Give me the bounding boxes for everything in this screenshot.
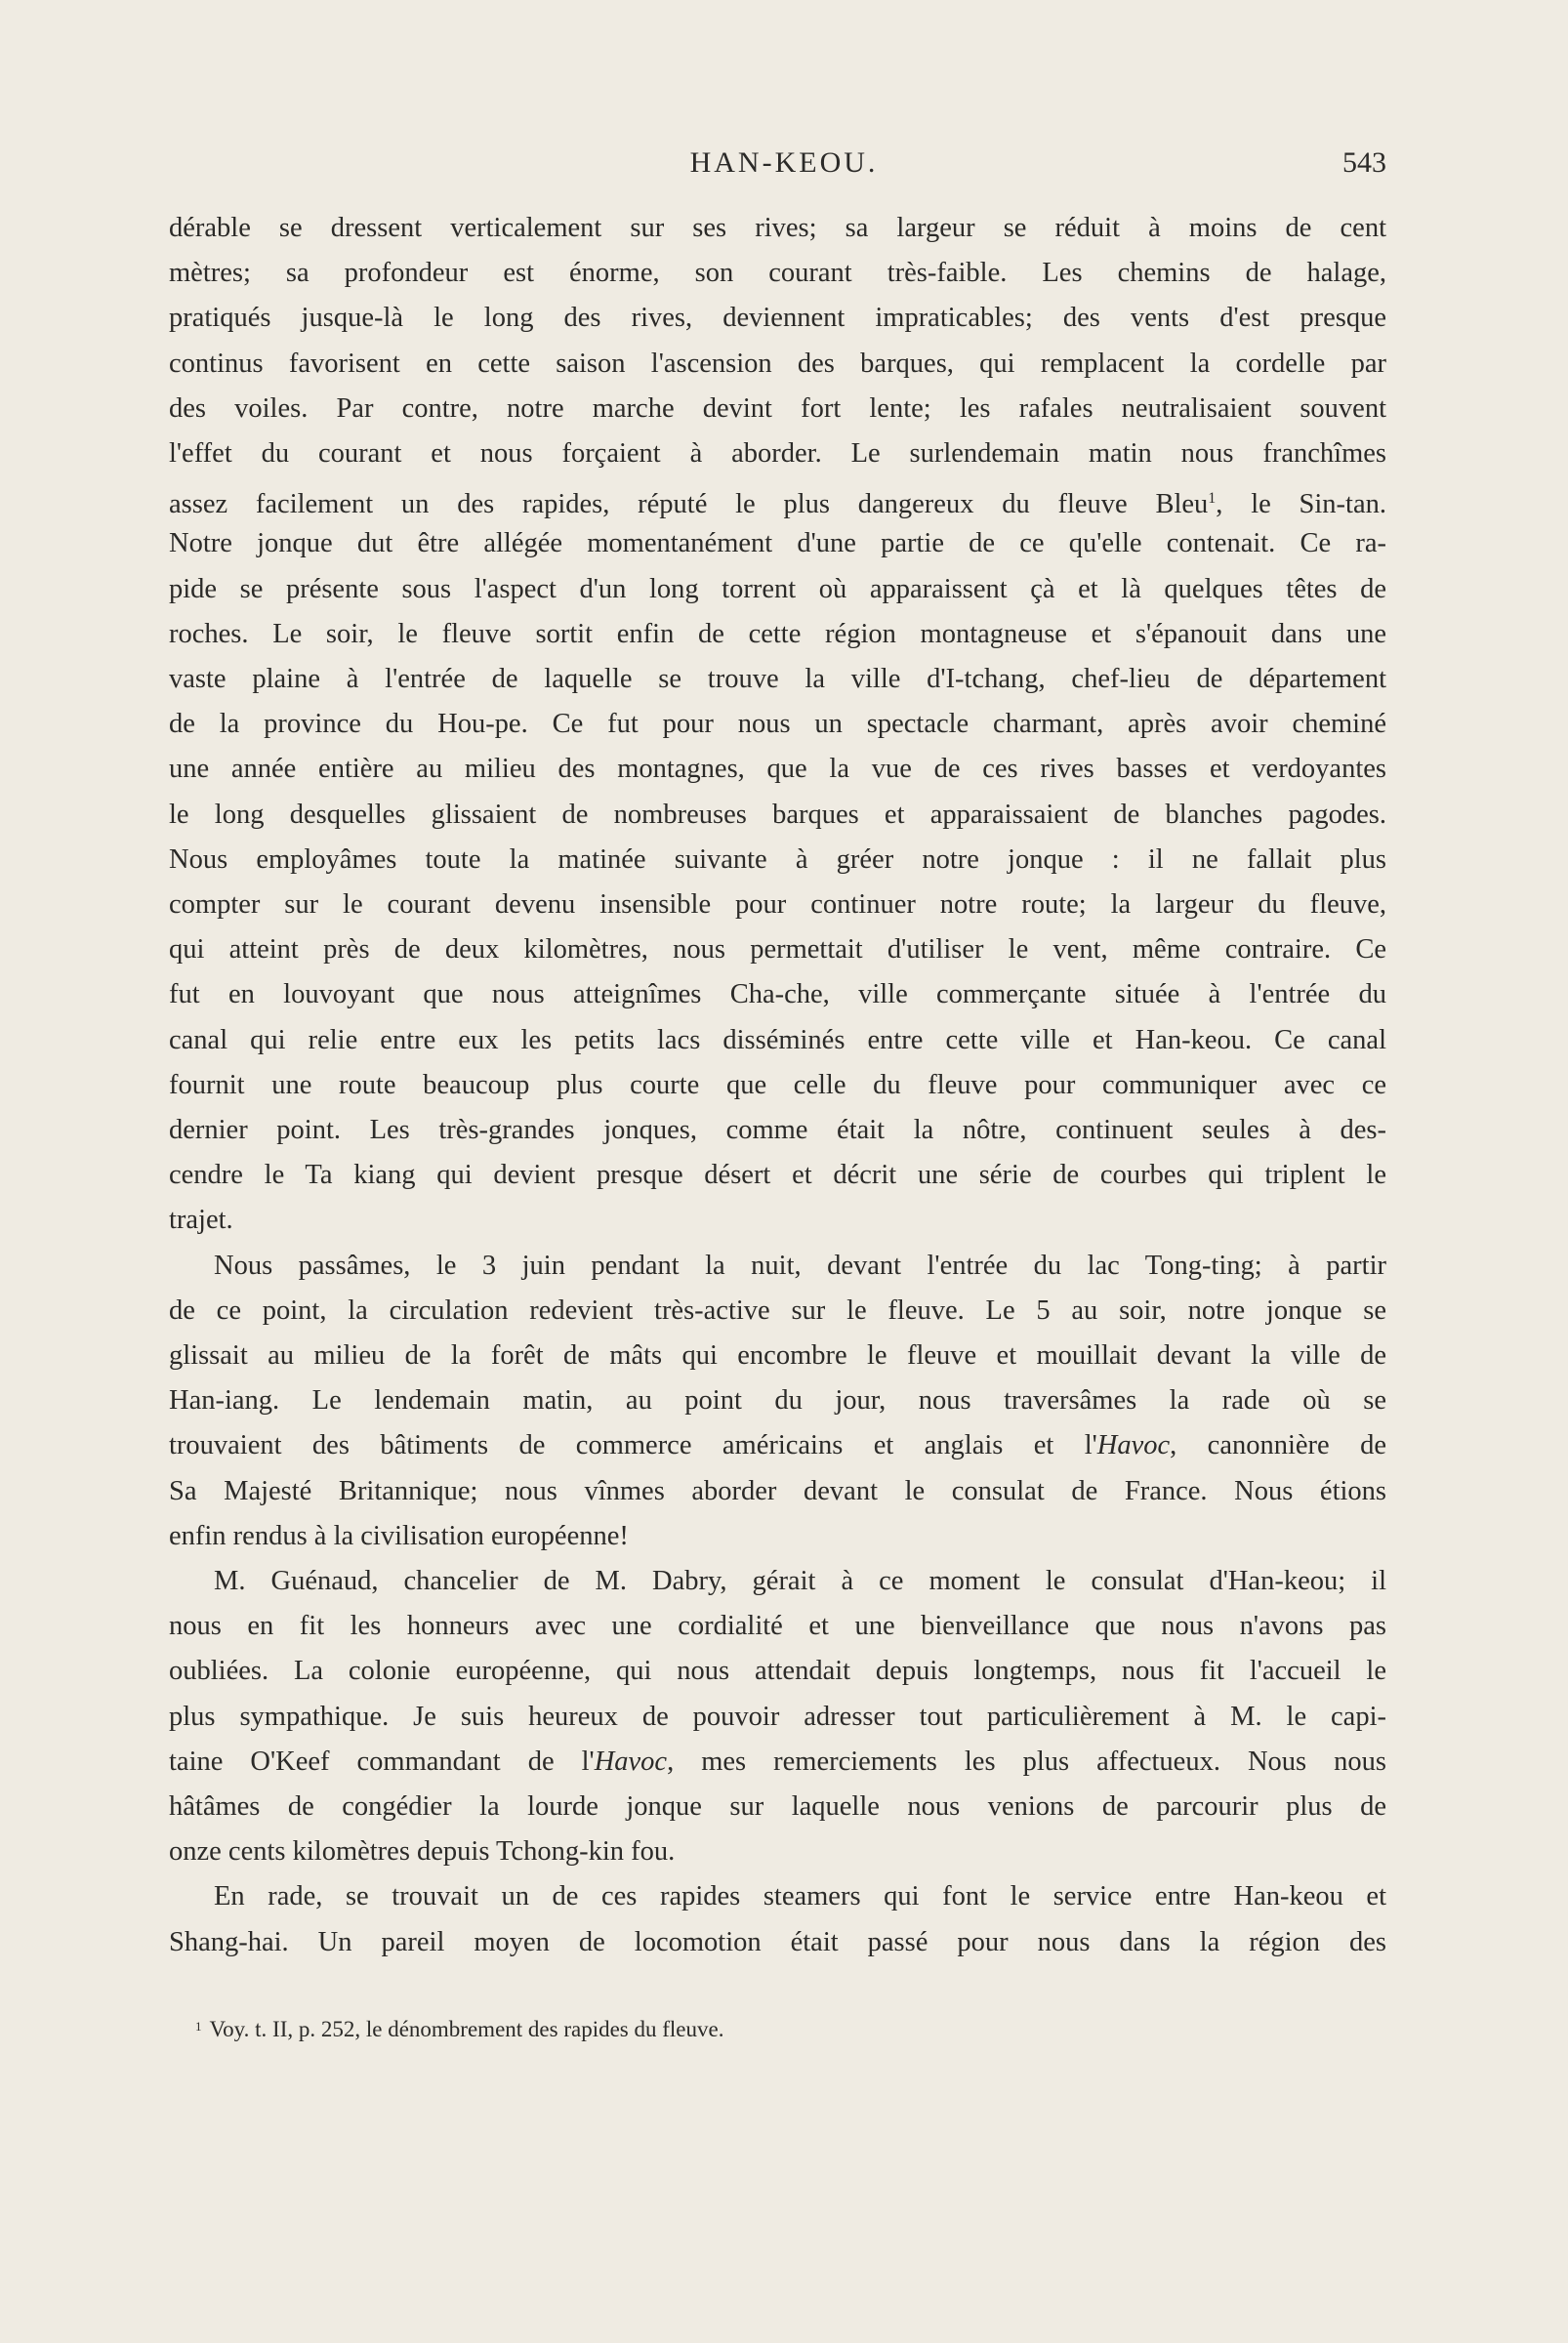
line-text: pide se présente sous l'aspect d'un long torrent où apparaissent çà et là quelques têtes de	[169, 573, 1386, 604]
text-line	[169, 885, 1386, 925]
text-line	[169, 750, 1386, 789]
line-text: En rade, se trouvait un de ces rapides steamers qui font le service entre Han-keou et	[214, 1881, 1386, 1912]
text-line	[169, 1292, 1386, 1331]
text-line	[169, 1923, 1386, 1962]
text-line	[214, 1877, 1386, 1916]
text-line	[169, 1336, 1386, 1376]
text-line	[169, 796, 1386, 835]
text-line	[169, 975, 1386, 1014]
line-text: Han-iang. Le lendemain matin, au point du jour, nous traversâmes la rade où se	[169, 1385, 1386, 1417]
line-text: dérable se dressent verticalement sur ses rives; sa largeur se réduit à moins de cent	[169, 213, 1386, 243]
footnote-text: Voy. t. II, p. 252, le dénombrement des rapides du fleuve.	[209, 2017, 724, 2041]
footnote-marker: 1	[195, 2019, 202, 2034]
line-text: dernier point. Les très-grandes jonques, comme était la nôtre, continuent seules à des-	[169, 1115, 1386, 1145]
line-text: de ce point, la circulation redevient très-active sur le fleuve. Le 5 au soir, notre jonque se	[169, 1295, 1386, 1326]
line-text: , le Sin-tan.	[1216, 489, 1386, 520]
line-text: trouvaient des bâtiments de commerce américains et anglais et l'	[169, 1430, 1097, 1461]
line-text: trajet.	[169, 1205, 233, 1236]
line-text: enfin rendus à la civilisation européenne!	[169, 1520, 629, 1551]
text-line	[169, 615, 1386, 654]
line-text: de la province du Hou-pe. Ce fut pour nous un spectacle charmant, après avoir cheminé	[169, 709, 1386, 740]
line-text: le long desquelles glissaient de nombreuses barques et apparaissaient de blanches pagodes.	[169, 799, 1386, 830]
page-number: 543	[1342, 146, 1386, 179]
text-line	[169, 570, 1386, 609]
line-text: compter sur le courant devenu insensible pour continuer notre route; la largeur du fleuve,	[169, 889, 1386, 920]
text-line	[169, 1652, 1386, 1691]
text-line	[169, 1111, 1386, 1150]
line-text: Shang-hai. Un pareil moyen de locomotion était passé pour nous dans la région des	[169, 1926, 1386, 1957]
text-line	[169, 1426, 1386, 1465]
text-line	[169, 1201, 1386, 1240]
text-line	[169, 345, 1386, 384]
text-line	[214, 1247, 1386, 1286]
line-text: roches. Le soir, le fleuve sortit enfin de cette région montagneuse et s'épanouit dans une	[169, 618, 1386, 649]
text-line	[169, 1832, 1386, 1871]
line-text: canal qui relie entre eux les petits lacs disséminés entre cette ville et Han-keou. Ce canal	[169, 1024, 1386, 1055]
text-line	[169, 660, 1386, 699]
text-line	[169, 1381, 1386, 1420]
text-line	[169, 1021, 1386, 1060]
text-line	[214, 1562, 1386, 1601]
line-text: fournit une route beaucoup plus courte que celle du fleuve pour communiquer avec ce	[169, 1069, 1386, 1100]
line-text: qui atteint près de deux kilomètres, nous permettait d'utiliser le vent, même contraire. Ce	[169, 934, 1386, 966]
line-text: taine O'Keef commandant de l'	[169, 1746, 595, 1777]
line-text: Nous passâmes, le 3 juin pendant la nuit, devant l'entrée du lac Tong-ting; à partir	[214, 1250, 1386, 1281]
line-text: hâtâmes de congédier la lourde jonque sur laquelle nous venions de parcourir plus de	[169, 1791, 1386, 1822]
text-line	[169, 705, 1386, 744]
line-text: Nous employâmes toute la matinée suivante à gréer notre jonque : il ne fallait plus	[169, 843, 1386, 875]
line-text: vaste plaine à l'entrée de laquelle se trouve la ville d'I-tchang, chef-lieu de département	[169, 664, 1386, 694]
line-text: , canonnière de	[1170, 1430, 1386, 1461]
text-line	[169, 1743, 1386, 1782]
text-line	[169, 299, 1386, 338]
text-line	[169, 524, 1386, 563]
line-text: Sa Majesté Britannique; nous vînmes aborder devant le consulat de France. Nous étions	[169, 1475, 1386, 1506]
line-text: l'effet du courant et nous forçaient à aborder. Le surlendemain matin nous franchîmes	[169, 438, 1386, 469]
line-text: cendre le Ta kiang qui devient presque désert et décrit une série de courbes qui triplent le	[169, 1160, 1386, 1191]
line-text: plus sympathique. Je suis heureux de pouvoir adresser tout particulièrement à M. le capi-	[169, 1701, 1386, 1732]
text-line	[169, 1156, 1386, 1195]
line-text: continus favorisent en cette saison l'ascension des barques, qui remplacent la cordelle par	[169, 348, 1386, 379]
line-text: oubliées. La colonie européenne, qui nous attendait depuis longtemps, nous fit l'accueil le	[169, 1656, 1386, 1687]
text-line	[169, 1607, 1386, 1646]
line-text: fut en louvoyant que nous atteignîmes Cha-che, ville commerçante située à l'entrée du	[169, 979, 1386, 1010]
line-text: M. Guénaud, chancelier de M. Dabry, gérait à ce moment le consulat d'Han-keou; il	[214, 1566, 1386, 1596]
line-text: glissait au milieu de la forêt de mâts qui encombre le fleuve et mouillait devant la ville de	[169, 1340, 1386, 1371]
text-line	[169, 1517, 1386, 1556]
line-text: pratiqués jusque-là le long des rives, deviennent impraticables; des vents d'est presque	[169, 303, 1386, 334]
text-line	[169, 209, 1386, 248]
text-line	[169, 841, 1386, 880]
line-text: assez facilement un des rapides, réputé le plus dangereux du fleuve Bleu	[169, 489, 1209, 520]
line-text: une année entière au milieu des montagnes, que la vue de ces rives basses et verdoyantes	[169, 754, 1386, 785]
italic-text: Havoc	[594, 1746, 668, 1777]
text-line	[169, 1788, 1386, 1827]
text-line	[169, 930, 1386, 969]
running-title: HAN-KEOU.	[689, 146, 879, 179]
line-text: , mes remerciements les plus affectueux. Nous nous	[667, 1746, 1386, 1777]
text-line	[169, 1698, 1386, 1737]
line-text: des voiles. Par contre, notre marche devint fort lente; les rafales neutralisaient souvent	[169, 392, 1386, 424]
footnote	[195, 2017, 723, 2042]
line-text: mètres; sa profondeur est énorme, son courant très-faible. Les chemins de halage,	[169, 258, 1386, 289]
footnote-reference: 1	[1208, 490, 1217, 508]
line-text: nous en fit les honneurs avec une cordialité et une bienveillance que nous n'avons pas	[169, 1611, 1386, 1642]
text-line	[169, 1472, 1386, 1511]
text-line	[169, 254, 1386, 293]
text-line	[169, 434, 1386, 473]
italic-text: Havoc	[1096, 1430, 1171, 1461]
text-line	[169, 390, 1386, 429]
text-line	[169, 1066, 1386, 1105]
text-line	[169, 479, 1386, 524]
line-text: onze cents kilomètres depuis Tchong-kin fou.	[169, 1836, 676, 1868]
line-text: Notre jonque dut être allégée momentanément d'une partie de ce qu'elle contenait. Ce ra-	[169, 528, 1386, 559]
